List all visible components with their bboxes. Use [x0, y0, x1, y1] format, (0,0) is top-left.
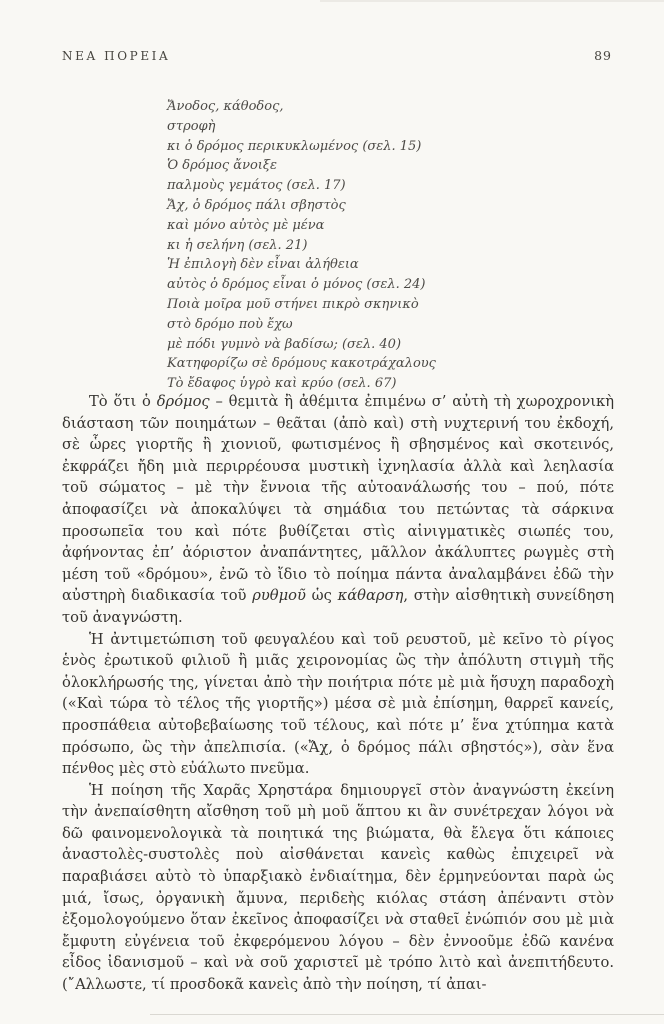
poem-line: Ὁ δρόμος ἄνοιξε — [167, 158, 278, 174]
poem-line: Τὸ ἔδαφος ὑγρὸ καὶ κρύο (σελ. 67) — [167, 376, 397, 392]
paragraph-2: Ἡ ἀντιμετώπιση τοῦ φευγαλέου καὶ τοῦ ρευστοῦ, μὲ κεῖνο τὸ ρίγος ἑνὸς ἐρωτικοῦ φιλιοῦ ἢ μιᾶς χειρονομίας ὣς τὴν ἀπόλυτη στιγμὴ τῆς ὁλοκλήρωσής της, γίνεται ἀπὸ τὴν ποιήτρια πότε μὲ μιὰ ἥσυχη παραδοχὴ («Καὶ τώρα τὸ τέλος τῆς γιορτῆς») μέσα σὲ μιὰ ἐπίσημη, θαρρεῖ κανείς, προσπάθεια αὐτοβεβαίωσης τοῦ τέλους, καὶ πότε μ’ ἕνα χτύπημα κατὰ πρόσωπο, ὣς τὴν ἀπελπισία. («Ἄχ, ὁ δρόμος πάλι σβηστός»), σὰν ἕνα πένθος μὲς στὸ εὐάλωτο πνεῦμα. — [62, 630, 614, 778]
running-header — [62, 48, 612, 63]
poem-line: κι ὁ δρόμος περικυκλωμένος (σελ. 15) — [167, 138, 422, 154]
poem-line: κι ἡ σελήνη (σελ. 21) — [167, 237, 308, 253]
poem-line: Ἡ ἐπιλογὴ δὲν εἶναι ἀλήθεια — [167, 257, 359, 273]
poem-line: στροφὴ — [167, 118, 216, 134]
scan-artifact-bottom — [150, 1014, 664, 1015]
poem-line: Ἄνοδος, κάθοδος, — [167, 99, 284, 114]
poem-line: στὸ δρόμο ποὺ ἔχω — [167, 316, 293, 332]
poem-line: Ἄχ, ὁ δρόμος πάλι σβηστὸς — [167, 197, 346, 213]
journal-title: ΝΕΑ ΠΟΡΕΙΑ — [62, 49, 171, 63]
body-text — [62, 391, 614, 996]
paragraph-3: Ἡ ποίηση τῆς Χαρᾶς Χρηστάρα δημιουργεῖ στὸν ἀναγνώστη ἐκείνη τὴν ἀνεπαίσθητη αἴσθηση τοῦ μὴ μοῦ ἅπτου κι ἂν συνέτρεχαν λόγοι νὰ δῶ φαινομενολογικὰ τὰ ποιητικά της βιώματα, θὰ ἔλεγα ὅτι κάποιες ἀναστολὲς-συστολὲς ποὺ αἰσθάνεται κανεὶς καθὼς ἐπιχειρεῖ νὰ παραβιάσει αὐτὸ τὸ ὑπαρξιακὸ ἐνδιαίτημα, δὲν ἑρμηνεύονται παρὰ ὡς μιά, ἴσως, ὀργανικὴ ἄμυνα, περιδεὴς κιόλας στάση ἀπέναντι στὸν ἐξομολογούμενο ὅταν ἐκεῖνος ἀποφασίζει νὰ σταθεῖ ἐνώπιόν σου μὲ μιὰ ἔμφυτη εὐγένεια τοῦ ἐκφερόμενου λόγου – δὲν ἐννοοῦμε ἐδῶ κανένα εἶδος ἰδανισμοῦ – καὶ νὰ σοῦ χαριστεῖ μὲ τρόπο λιτὸ καὶ ἀνεπιτήδευτο. (῎Αλλωστε, τί προσδοκᾶ κανεὶς ἀπὸ τὴν ποίηση, τί ἀπαι- — [62, 781, 614, 994]
poem-line: μὲ πόδι γυμνὸ νὰ βαδίσω; (σελ. 40) — [167, 336, 402, 352]
scan-artifact-top — [320, 0, 664, 2]
paragraph-1: Τὸ ὅτι ὁ δρόμος – θεμιτὰ ἢ ἀθέμιτα ἐπιμένω σ’ αὐτὴ τὴ χωροχρονικὴ διάσταση τῶν ποιημάτων – θεᾶται (ἀπὸ καὶ) στὴ νυχτερινή του ἐκδοχή, σὲ ὧρες γιορτῆς ἢ χιονιοῦ, φωτισμένος ἢ σβησμένος καὶ σκοτεινός, ἐκφράζει ἤδη μιὰ περιρρέουσα μυστικὴ ἰχνηλασία ἀλλὰ καὶ λεηλασία τοῦ σώματος – μὲ τὴν ἔννοια τῆς αὐτοανάλωσής του – πού, πότε ἀποφασίζει νὰ ἀποκαλύψει τὰ σημάδια του πετώντας τὰ σάρκινα προσωπεῖα του καὶ πότε βυθίζεται στὶς αἰνιγματικὲς σιωπές του, ἀφήνοντας ἐπ’ ἀόριστον ἀναπάντητες, μᾶλλον ἀκάλυπτες ρωγμὲς στὴ μέση τοῦ «δρόμου», ἐνῶ τὸ ἴδιο τὸ ποίημα πάντα ἀναλαμβάνει ἐδῶ τὴν αὐστηρὴ διαδικασία τοῦ ρυθμοῦ ὡς κάθαρση, στὴν αἰσθητικὴ συνείδηση τοῦ ἀναγνώστη. — [62, 393, 615, 626]
poem-line: Ποιὰ μοῖρα μοῦ στήνει πικρὸ σκηνικὸ — [167, 296, 419, 312]
poem-excerpt-block — [167, 97, 624, 394]
poem-line: παλμοὺς γεμάτος (σελ. 17) — [167, 178, 346, 194]
poem-line: αὐτὸς ὁ δρόμος εἶναι ὁ μόνος (σελ. 24) — [167, 277, 426, 293]
poem-line: Κατηφορίζω σὲ δρόμους κακοτράχαλους — [167, 356, 436, 372]
page-number: 89 — [594, 48, 612, 63]
poem-line: καὶ μόνο αὐτὸς μὲ μένα — [167, 217, 325, 233]
